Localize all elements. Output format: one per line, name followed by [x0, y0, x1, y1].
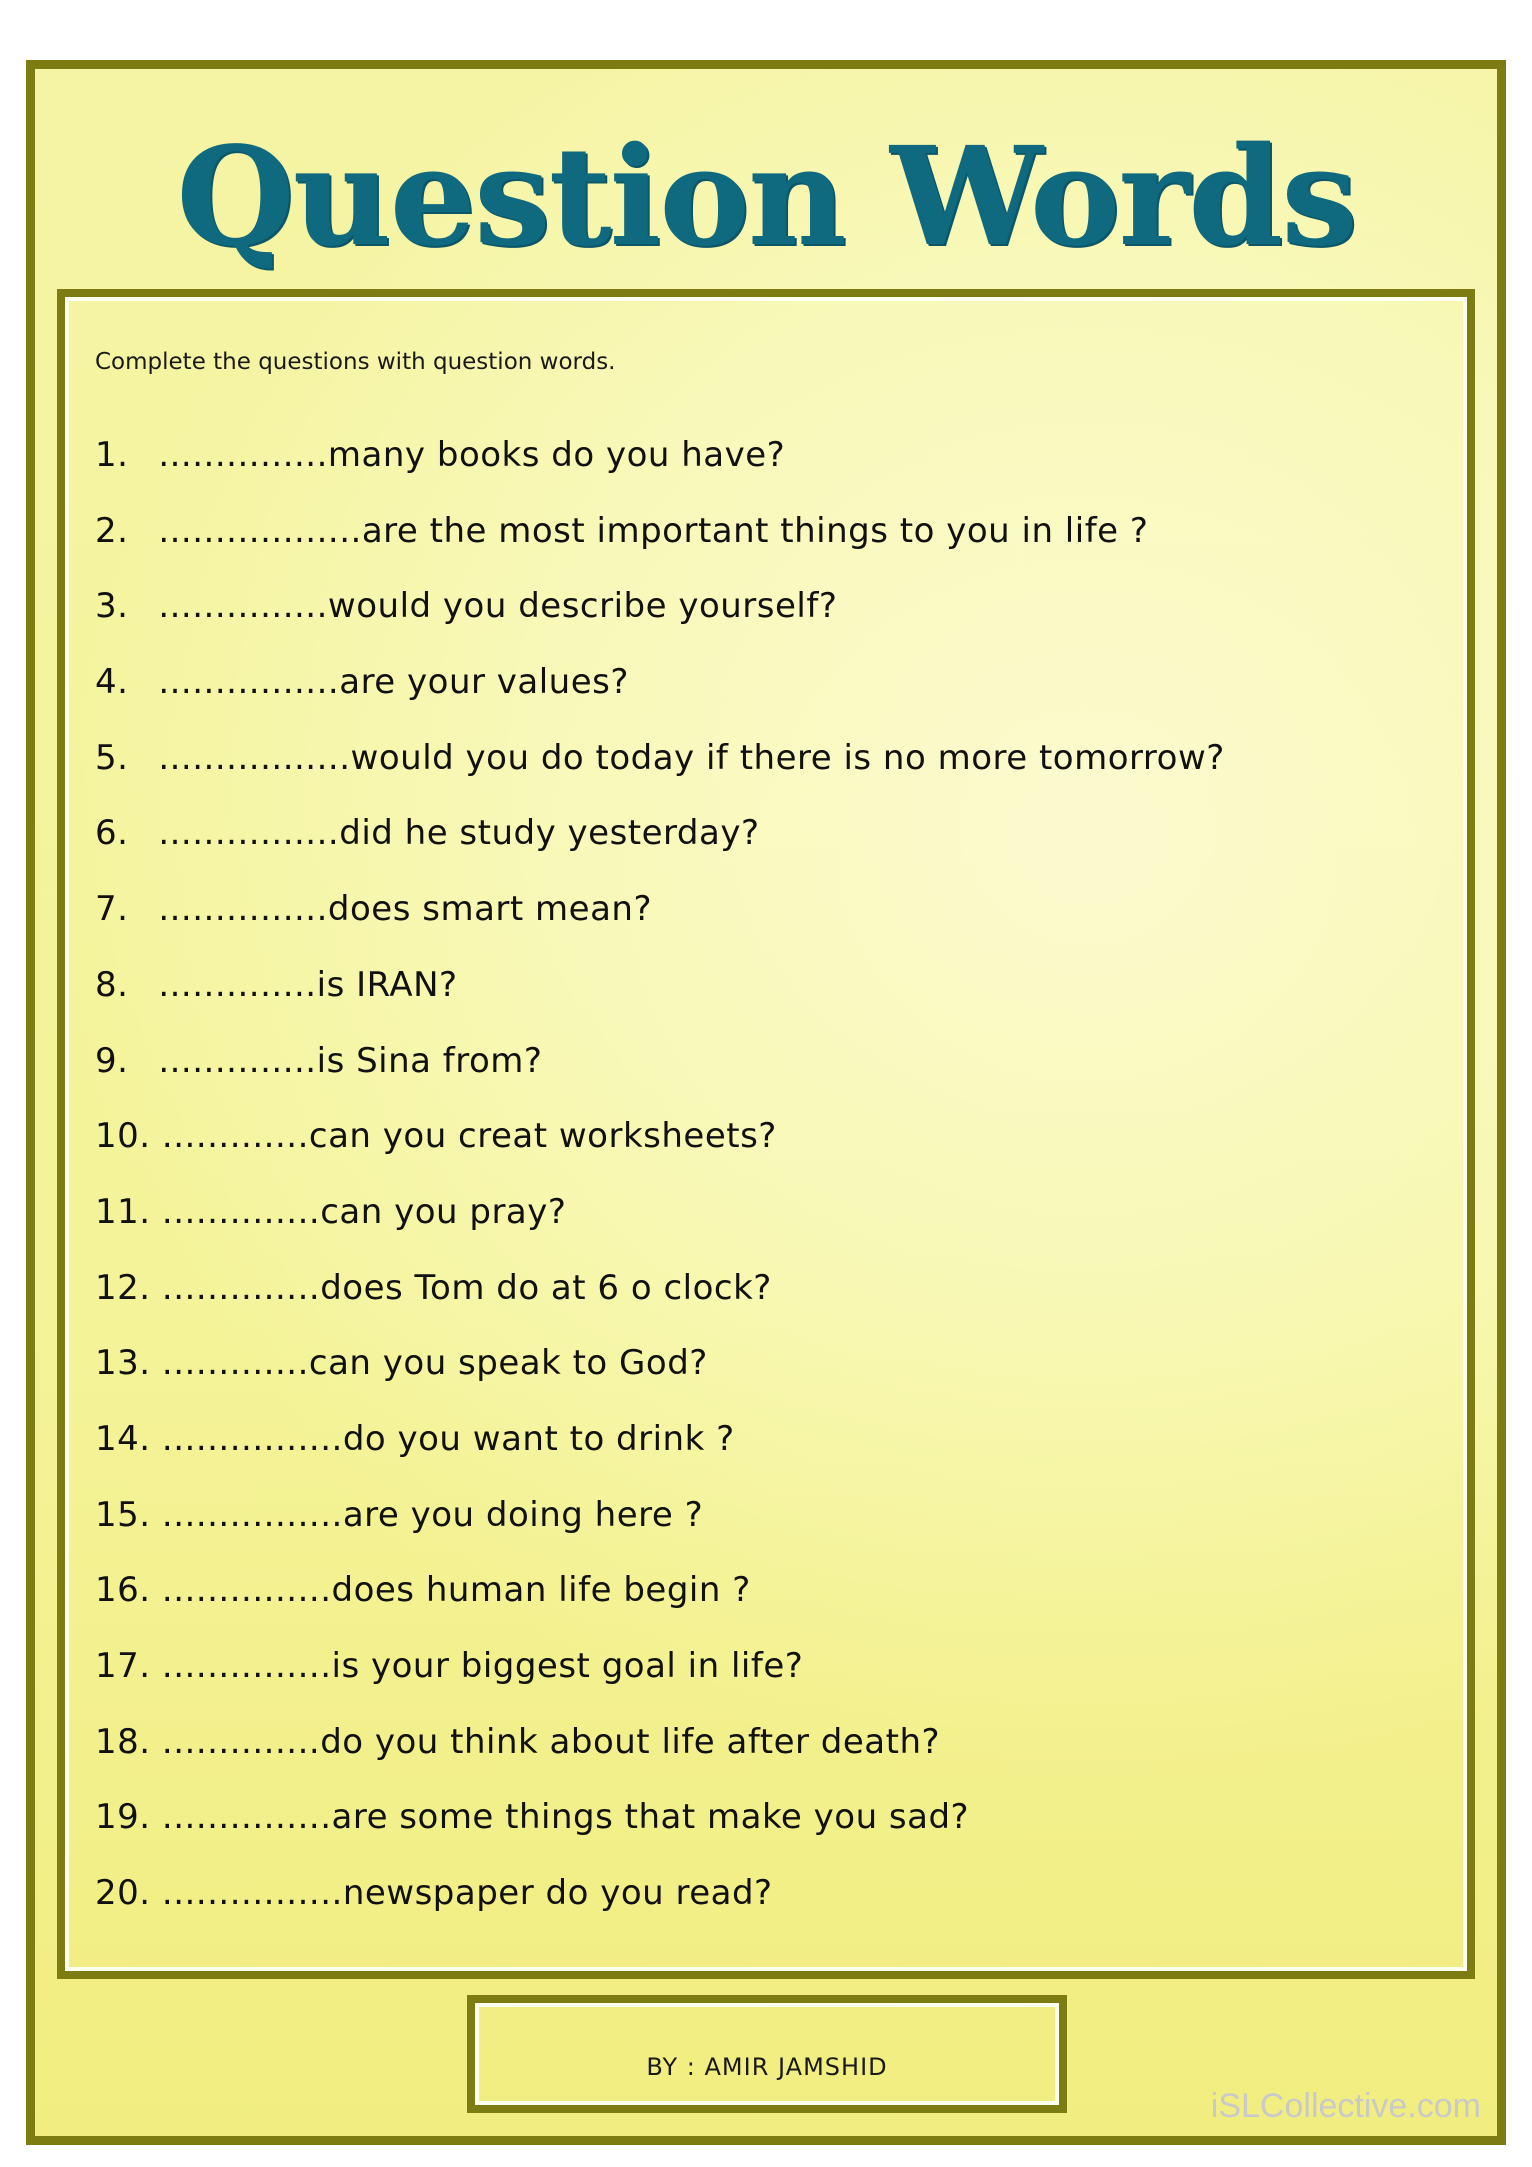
- instruction-text: Complete the questions with question words.: [95, 349, 616, 375]
- question-number: 11.: [95, 1191, 151, 1232]
- question-item: [95, 1192, 1225, 1268]
- question-item: [95, 1116, 1225, 1192]
- question-number: 15.: [95, 1494, 151, 1535]
- question-text: ................are your values?: [158, 662, 629, 703]
- question-text: .................would you do today if there is no more tomorrow?: [158, 737, 1225, 778]
- question-item: [95, 435, 1225, 511]
- question-number: 7.: [95, 889, 129, 930]
- question-item: [95, 965, 1225, 1041]
- question-text: ..............does Tom do at 6 o clock?: [161, 1267, 772, 1308]
- question-number: 18.: [95, 1721, 151, 1762]
- question-item: [95, 738, 1225, 814]
- question-text: ..............is Sina from?: [158, 1040, 543, 1081]
- question-text: ..................are the most important things to you in life ?: [158, 510, 1149, 551]
- question-number: 3.: [95, 586, 129, 627]
- question-number: 12.: [95, 1267, 151, 1308]
- question-number: 2.: [95, 510, 129, 551]
- question-number: 20.: [95, 1873, 151, 1914]
- question-item: [95, 1343, 1225, 1419]
- question-item: [95, 511, 1225, 587]
- author-credit: BY : AMIR JAMSHID: [646, 2053, 888, 2081]
- question-text: ................do you want to drink ?: [161, 1418, 735, 1459]
- questions-box: [57, 289, 1475, 1979]
- author-box: [467, 1995, 1067, 2113]
- question-item: [95, 1646, 1225, 1722]
- question-item: [95, 1419, 1225, 1495]
- question-item: [95, 1570, 1225, 1646]
- question-text: ...............does human life begin ?: [161, 1570, 751, 1611]
- question-number: 13.: [95, 1343, 151, 1384]
- question-text: ..............can you pray?: [161, 1191, 567, 1232]
- question-item: [95, 662, 1225, 738]
- question-number: 17.: [95, 1646, 151, 1686]
- site-watermark: iSLCollective.com: [1210, 2087, 1481, 2125]
- question-number: 19.: [95, 1797, 151, 1838]
- question-item: [95, 1873, 1225, 1949]
- question-text: ...............is your biggest goal in life?: [161, 1646, 804, 1686]
- worksheet-title: Question Words: [176, 117, 1356, 277]
- question-text: ................did he study yesterday?: [158, 813, 760, 854]
- question-item: [95, 1268, 1225, 1344]
- question-number: 8.: [95, 964, 129, 1005]
- question-text: ..............is IRAN?: [158, 964, 458, 1005]
- question-text: ...............are some things that make you sad?: [161, 1797, 970, 1838]
- question-item: [95, 1797, 1225, 1873]
- question-text: ...............does smart mean?: [158, 889, 653, 930]
- question-list: [95, 435, 1225, 1949]
- question-text: ................newspaper do you read?: [161, 1873, 773, 1914]
- question-text: ..............do you think about life after death?: [161, 1721, 941, 1762]
- question-number: 14.: [95, 1418, 151, 1459]
- question-text: .............can you creat worksheets?: [161, 1116, 777, 1157]
- question-number: 5.: [95, 737, 129, 778]
- worksheet-page: [26, 60, 1506, 2145]
- question-item: [95, 1041, 1225, 1117]
- question-number: 16.: [95, 1570, 151, 1611]
- question-number: 9.: [95, 1040, 129, 1081]
- question-number: 1.: [95, 435, 129, 475]
- question-text: ...............many books do you have?: [158, 435, 786, 475]
- question-number: 4.: [95, 662, 129, 703]
- question-item: [95, 1495, 1225, 1571]
- question-item: [95, 889, 1225, 965]
- question-item: [95, 1722, 1225, 1798]
- question-text: ................are you doing here ?: [161, 1494, 704, 1535]
- question-number: 6.: [95, 813, 129, 854]
- question-number: 10.: [95, 1116, 151, 1157]
- question-text: .............can you speak to God?: [161, 1343, 708, 1384]
- question-item: [95, 586, 1225, 662]
- question-text: ...............would you describe yourself?: [158, 586, 838, 627]
- question-item: [95, 813, 1225, 889]
